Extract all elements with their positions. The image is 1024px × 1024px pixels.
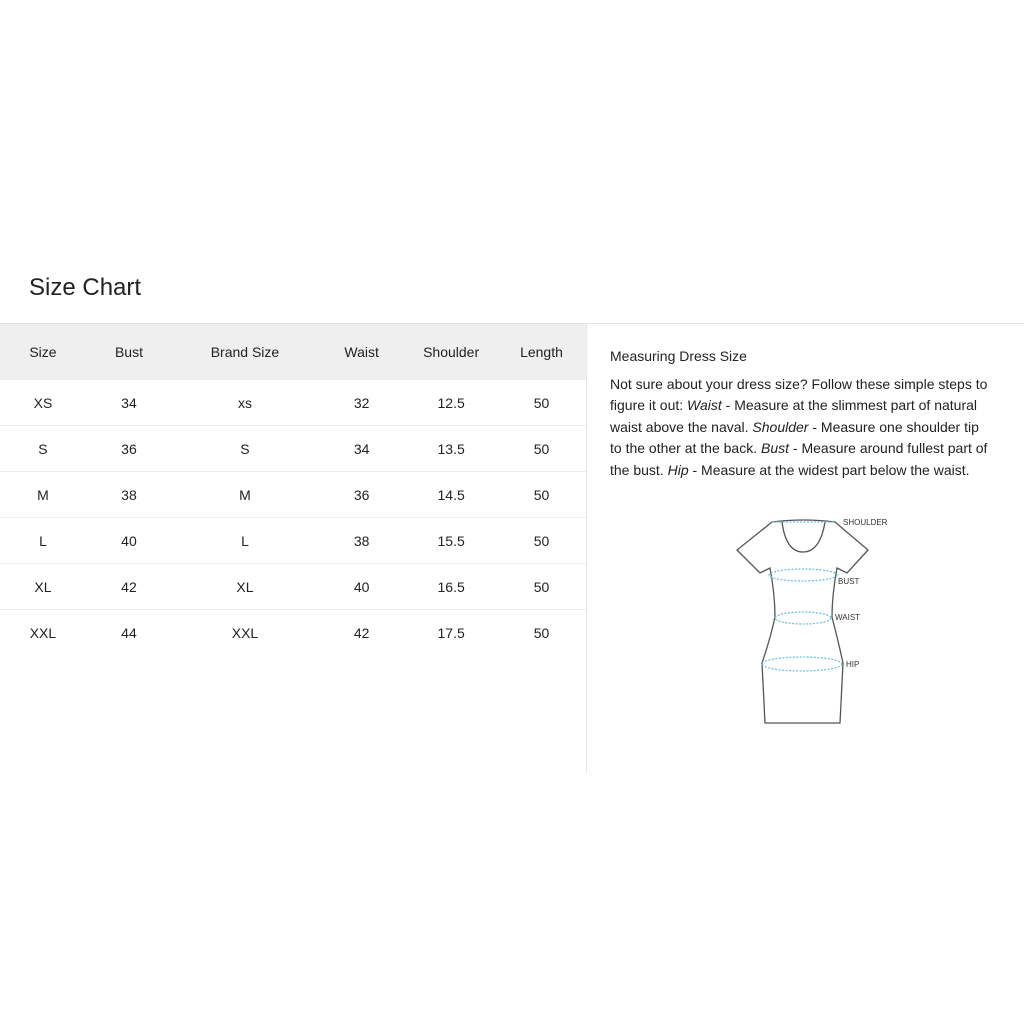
table-cell: 38 <box>86 472 172 518</box>
table-cell: 42 <box>86 564 172 610</box>
dress-measurement-diagram <box>720 500 920 740</box>
table-cell: 50 <box>533 624 550 641</box>
table-cell: 50 <box>497 518 586 564</box>
column-header: Shoulder <box>405 324 497 380</box>
table-row <box>0 518 586 564</box>
divider <box>586 323 587 773</box>
column-header: Size <box>0 324 86 380</box>
table-cell: 38 <box>318 518 405 564</box>
table-cell: 50 <box>497 472 586 518</box>
column-header: Brand Size <box>172 324 318 380</box>
table-cell: xs <box>172 380 318 426</box>
table-cell: L <box>172 518 318 564</box>
table-cell: 16.5 <box>405 564 497 610</box>
table-cell: 36 <box>318 472 405 518</box>
table-cell: 17.5 <box>437 624 465 641</box>
table-cell: 12.5 <box>405 380 497 426</box>
table-cell: 15.5 <box>405 518 497 564</box>
table-cell: 13.5 <box>405 426 497 472</box>
bust-label: BUST <box>838 577 860 586</box>
table-cell: S <box>0 426 86 472</box>
table-cell: 50 <box>497 426 586 472</box>
table-cell: XXL <box>29 624 57 641</box>
table-cell: S <box>172 426 318 472</box>
table-cell: XXL <box>231 624 259 641</box>
table-cell: 42 <box>353 624 370 641</box>
table-cell: 14.5 <box>405 472 497 518</box>
table-row <box>0 610 586 656</box>
hip-label: HIP <box>846 660 860 669</box>
table-row <box>0 472 586 518</box>
table-cell: 36 <box>86 426 172 472</box>
table-cell: M <box>172 472 318 518</box>
table-cell: 50 <box>497 380 586 426</box>
guide-heading: Measuring Dress Size <box>610 348 747 364</box>
shoulder-label: SHOULDER <box>843 518 888 527</box>
table-cell: XS <box>0 380 86 426</box>
measuring-guide <box>610 346 990 481</box>
waist-label: WAIST <box>835 613 861 622</box>
table-cell: 44 <box>121 624 137 641</box>
table-cell: 50 <box>497 564 586 610</box>
column-header: Length <box>497 324 586 380</box>
size-table <box>0 324 586 655</box>
table-cell: L <box>0 518 86 564</box>
table-cell: M <box>0 472 86 518</box>
table-cell: 40 <box>86 518 172 564</box>
guide-text: Not sure about your dress size? Follow these simple steps to figure it out: Waist - Measure at the slimmest part of natural waist above the naval. Shoulder - Measure one shoulder tip to the other at the back. Bust - Measure around fullest part of the bust. Hip - Measure at the widest part below the waist. <box>610 375 988 478</box>
table-cell: 40 <box>318 564 405 610</box>
table-row <box>0 564 586 610</box>
column-header: Waist <box>318 324 405 380</box>
table-row <box>0 426 586 472</box>
table-cell: XL <box>172 564 318 610</box>
column-header: Bust <box>86 324 172 380</box>
table-cell: XL <box>0 564 86 610</box>
table-cell: 32 <box>318 380 405 426</box>
table-cell: 34 <box>86 380 172 426</box>
page-title: Size Chart <box>29 274 142 301</box>
table-cell: 34 <box>318 426 405 472</box>
table-row <box>0 380 586 426</box>
